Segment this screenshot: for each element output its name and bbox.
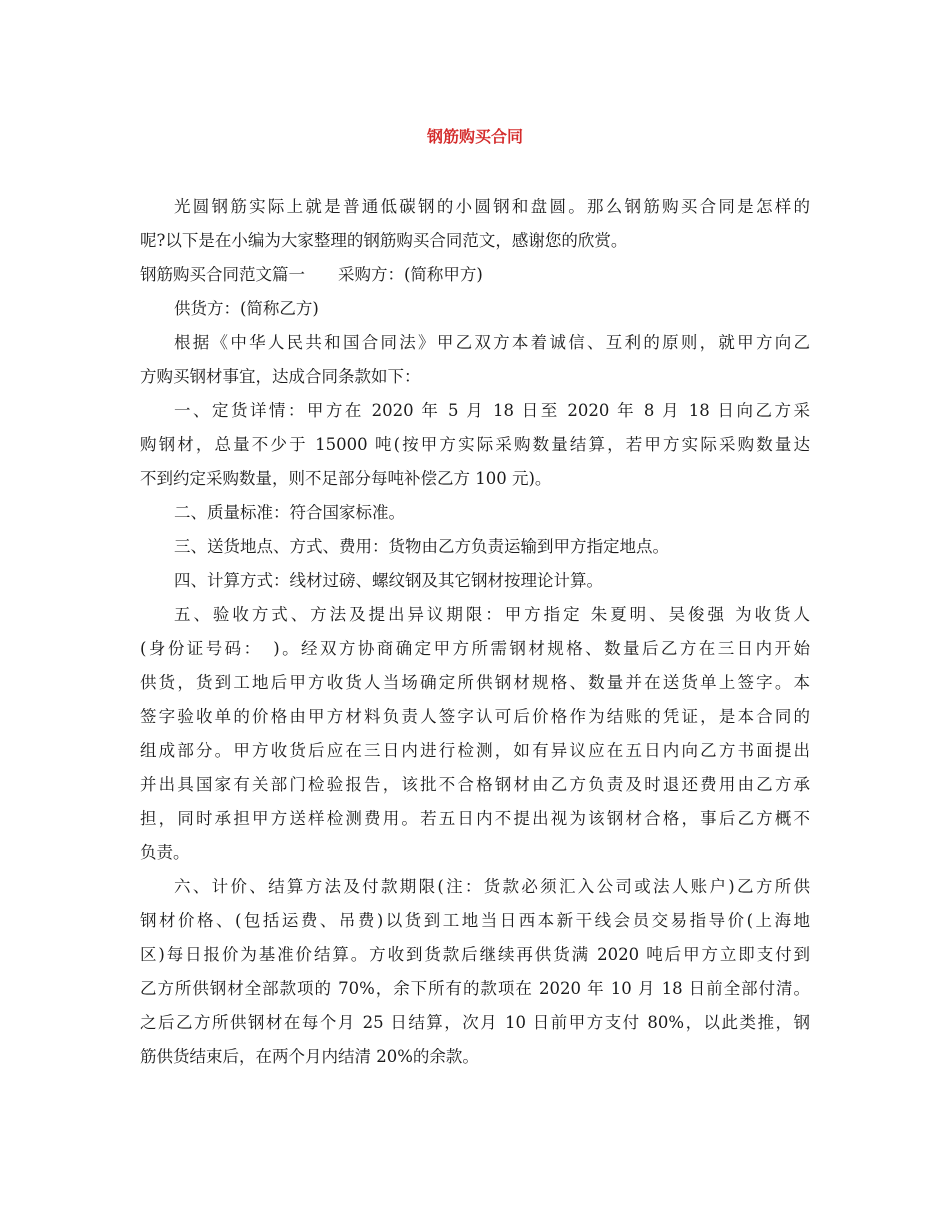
paragraph-line: (身份证号码： )。经双方协商确定甲方所需钢材规格、数量后乙方在三日内开始: [140, 639, 810, 658]
paragraph-line: 六、计价、结算方法及付款期限(注：货款必须汇入公司或法人账户)乙方所供: [174, 877, 810, 896]
paragraph-line: 筋供货结束后，在两个月内结清 20%的余款。: [140, 1047, 479, 1066]
paragraph-line: 乙方所供钢材全部款项的 70%，余下所有的款项在 2020 年 10 月 18 日前全部付清。: [140, 979, 810, 998]
paragraph-line: 钢筋购买合同范文篇一 采购方：(简称甲方): [140, 265, 483, 284]
paragraph-line: 一、定货详情：甲方在 2020 年 5 月 18 日至 2020 年 8 月 18 日向乙方采: [174, 401, 810, 420]
paragraph-line: 担，同时承担甲方送样检测费用。若五日内不提出视为该钢材合格，事后乙方概不: [140, 809, 810, 828]
paragraph-line: 光圆钢筋实际上就是普通低碳钢的小圆钢和盘圆。那么钢筋购买合同是怎样的: [174, 197, 810, 216]
document-title: 钢筋购买合同: [426, 127, 523, 146]
paragraph-line: 负责。: [140, 843, 190, 862]
paragraph-line: 三、送货地点、方式、费用：货物由乙方负责运输到甲方指定地点。: [174, 537, 669, 556]
paragraph-line: 四、计算方式：线材过磅、螺纹钢及其它钢材按理论计算。: [174, 571, 603, 590]
paragraph-line: 供货，货到工地后甲方收货人当场确定所供钢材规格、数量并在送货单上签字。本: [140, 673, 810, 692]
paragraph-line: 五、验收方式、方法及提出异议期限：甲方指定 朱夏明、吴俊强 为收货人: [174, 605, 810, 624]
paragraph-line: 之后乙方所供钢材在每个月 25 日结算，次月 10 日前甲方支付 80%，以此类推，钢: [140, 1013, 810, 1032]
paragraph-line: 呢?以下是在小编为大家整理的钢筋购买合同范文，感谢您的欣赏。: [140, 231, 628, 250]
paragraph-line: 组成部分。甲方收货后应在三日内进行检测，如有异议应在五日内向乙方书面提出: [140, 741, 810, 760]
paragraph-line: 区)每日报价为基准价结算。方收到货款后继续再供货满 2020 吨后甲方立即支付到: [140, 945, 810, 964]
paragraph-line: 方购买钢材事宜，达成合同条款如下：: [140, 367, 421, 386]
paragraph-line: 二、质量标准：符合国家标准。: [174, 503, 405, 522]
paragraph-line: 签字验收单的价格由甲方材料负责人签字认可后价格作为结账的凭证，是本合同的: [140, 707, 810, 726]
paragraph-line: 供货方：(简称乙方): [174, 299, 319, 318]
paragraph-line: 不到约定采购数量，则不足部分每吨补偿乙方 100 元)。: [140, 469, 552, 488]
paragraph-line: 钢材价格、(包括运费、吊费)以货到工地当日西本新干线会员交易指导价(上海地: [140, 911, 810, 930]
paragraph-line: 购钢材，总量不少于 15000 吨(按甲方实际采购数量结算，若甲方实际采购数量达: [140, 435, 810, 454]
paragraph-line: 根据《中华人民共和国合同法》甲乙双方本着诚信、互利的原则，就甲方向乙: [174, 333, 810, 352]
paragraph-line: 并出具国家有关部门检验报告，该批不合格钢材由乙方负责及时退还费用由乙方承: [140, 775, 810, 794]
